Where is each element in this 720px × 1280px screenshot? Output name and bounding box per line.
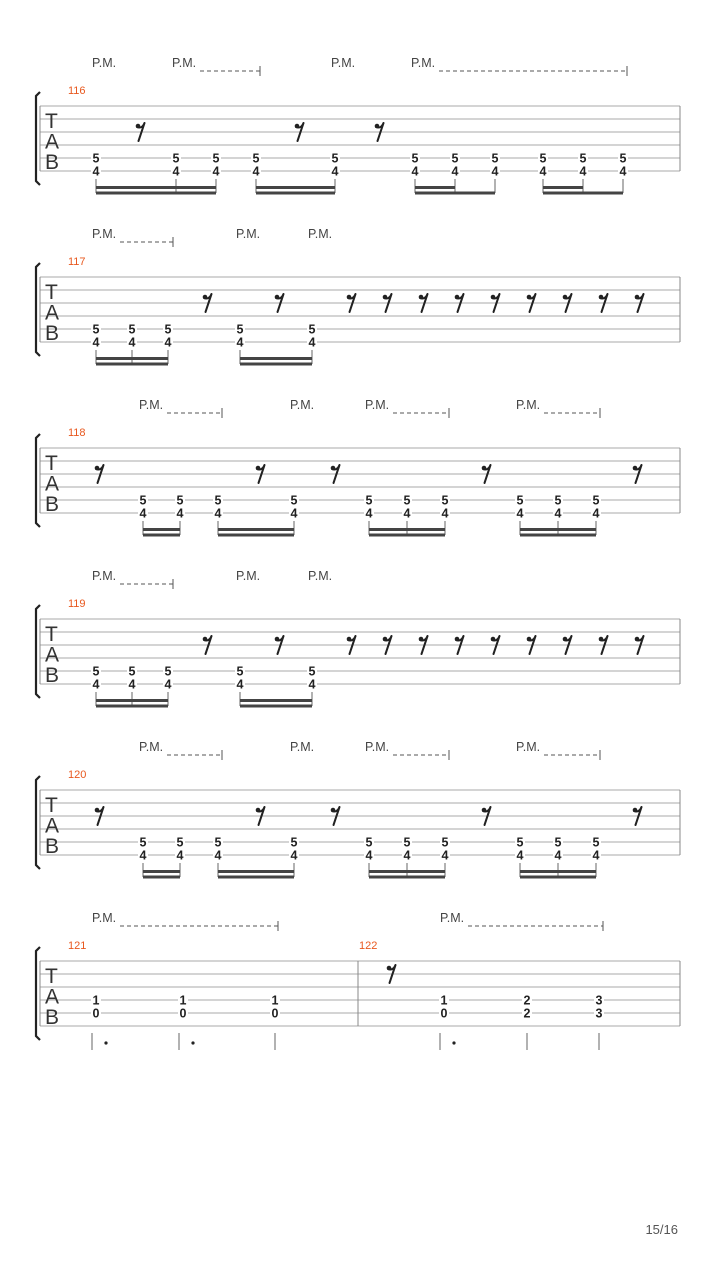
fret-number: 1 (440, 993, 448, 1008)
fret-number: 5 (579, 151, 587, 166)
beam-primary (369, 876, 445, 879)
rest-dot (599, 637, 604, 642)
fret-number: 5 (308, 322, 316, 337)
beam-secondary (96, 357, 168, 360)
fret-number: 4 (516, 506, 524, 521)
rest-dot (275, 295, 280, 300)
beam-secondary (96, 186, 216, 189)
rest-dot (136, 124, 141, 129)
fret-number: 4 (176, 848, 184, 863)
fret-number: 1 (92, 993, 100, 1008)
tab-clef-letter: A (45, 985, 60, 1009)
rest-dot (375, 124, 380, 129)
rest-dot (599, 295, 604, 300)
rest-dot (633, 466, 638, 471)
beam-primary (218, 534, 294, 537)
tab-clef-letter: B (45, 664, 60, 687)
beam-secondary (143, 870, 180, 873)
fret-number: 4 (139, 506, 147, 521)
fret-number: 4 (92, 677, 100, 692)
tab-clef-letter: B (45, 151, 60, 174)
duration-dot (104, 1041, 107, 1044)
rest-dot (347, 295, 352, 300)
tab-clef-letter: A (45, 130, 60, 154)
fret-number: 4 (139, 848, 147, 863)
fret-number: 4 (308, 677, 316, 692)
fret-number: 4 (592, 506, 600, 521)
fret-number: 5 (164, 664, 172, 679)
fret-number: 4 (164, 677, 172, 692)
palm-mute-label: P.M. (236, 227, 261, 241)
fret-number: 4 (212, 164, 220, 179)
fret-number: 4 (214, 506, 222, 521)
palm-mute-label: P.M. (92, 227, 117, 241)
fret-number: 4 (308, 335, 316, 350)
fret-number: 5 (331, 151, 339, 166)
beam-primary (143, 534, 180, 537)
tab-clef-letter: B (45, 1006, 60, 1029)
fret-number: 4 (365, 848, 373, 863)
fret-number: 5 (214, 493, 222, 508)
rest-dot (491, 295, 496, 300)
fret-number: 5 (308, 664, 316, 679)
beam-primary (240, 705, 312, 708)
fret-number: 3 (595, 1006, 603, 1021)
system-brace (36, 434, 40, 527)
fret-number: 0 (92, 1006, 100, 1021)
beam-secondary (369, 528, 445, 531)
palm-mute-label: P.M. (331, 56, 356, 70)
palm-mute-label: P.M. (172, 56, 197, 70)
palm-mute-label: P.M. (365, 740, 390, 754)
beam-secondary (218, 528, 294, 531)
beam-primary (143, 876, 180, 879)
rest-dot (331, 808, 336, 813)
beam-secondary (543, 186, 583, 189)
beam-primary (415, 192, 495, 195)
fret-number: 4 (92, 164, 100, 179)
fret-number: 4 (252, 164, 260, 179)
beam-secondary (415, 186, 455, 189)
system-brace (36, 92, 40, 185)
fret-number: 5 (491, 151, 499, 166)
tab-clef-letter: A (45, 472, 60, 496)
fret-number: 4 (236, 335, 244, 350)
beam-secondary (520, 528, 596, 531)
rest-dot (563, 295, 568, 300)
fret-number: 5 (236, 322, 244, 337)
tab-clef-letter: T (45, 965, 58, 988)
page-number: 15/16 (645, 1222, 678, 1237)
fret-number: 5 (290, 835, 298, 850)
measure-number: 119 (68, 598, 86, 610)
palm-mute-label: P.M. (308, 227, 333, 241)
tab-clef-letter: T (45, 794, 58, 817)
fret-number: 5 (139, 493, 147, 508)
fret-number: 4 (619, 164, 627, 179)
tab-clef-letter: A (45, 814, 60, 838)
fret-number: 5 (516, 835, 524, 850)
tab-clef-letter: B (45, 835, 60, 858)
fret-number: 5 (139, 835, 147, 850)
fret-number: 5 (411, 151, 419, 166)
fret-number: 4 (128, 677, 136, 692)
rest-dot (635, 295, 640, 300)
system-brace (36, 263, 40, 356)
beam-secondary (240, 699, 312, 702)
fret-number: 4 (331, 164, 339, 179)
fret-number: 0 (271, 1006, 279, 1021)
fret-number: 5 (290, 493, 298, 508)
beam-primary (520, 534, 596, 537)
measure-number: 122 (359, 940, 378, 952)
fret-number: 4 (516, 848, 524, 863)
palm-mute-label: P.M. (139, 398, 164, 412)
fret-number: 4 (214, 848, 222, 863)
fret-number: 5 (172, 151, 180, 166)
fret-number: 5 (128, 664, 136, 679)
fret-number: 5 (554, 493, 562, 508)
beam-secondary (96, 699, 168, 702)
rest-dot (256, 808, 261, 813)
fret-number: 5 (451, 151, 459, 166)
fret-number: 5 (441, 493, 449, 508)
rest-dot (203, 637, 208, 642)
fret-number: 5 (176, 835, 184, 850)
beam-secondary (256, 186, 335, 189)
rest-dot (563, 637, 568, 642)
duration-dot (191, 1041, 194, 1044)
rest-dot (383, 637, 388, 642)
fret-number: 5 (252, 151, 260, 166)
measure-number: 121 (68, 940, 87, 952)
fret-number: 5 (441, 835, 449, 850)
beam-primary (543, 192, 623, 195)
fret-number: 4 (290, 848, 298, 863)
rest-dot (203, 295, 208, 300)
fret-number: 5 (92, 322, 100, 337)
fret-number: 3 (595, 993, 603, 1008)
measure-number: 117 (68, 256, 86, 268)
fret-number: 4 (172, 164, 180, 179)
measure-number: 120 (68, 769, 87, 781)
fret-number: 5 (592, 493, 600, 508)
fret-number: 4 (92, 335, 100, 350)
fret-number: 4 (554, 848, 562, 863)
beam-primary (369, 534, 445, 537)
fret-number: 5 (403, 835, 411, 850)
palm-mute-label: P.M. (308, 569, 333, 583)
fret-number: 5 (176, 493, 184, 508)
rest-dot (635, 637, 640, 642)
fret-number: 4 (592, 848, 600, 863)
palm-mute-label: P.M. (92, 911, 117, 925)
palm-mute-label: P.M. (92, 569, 117, 583)
tab-clef-letter: T (45, 281, 58, 304)
rest-dot (527, 637, 532, 642)
beam-primary (96, 192, 216, 195)
fret-number: 0 (179, 1006, 187, 1021)
rest-dot (419, 637, 424, 642)
rest-dot (387, 966, 392, 971)
fret-number: 4 (491, 164, 499, 179)
beam-secondary (218, 870, 294, 873)
fret-number: 4 (176, 506, 184, 521)
beam-secondary (240, 357, 312, 360)
rest-dot (482, 808, 487, 813)
beam-secondary (520, 870, 596, 873)
beam-primary (218, 876, 294, 879)
fret-number: 4 (236, 677, 244, 692)
system-brace (36, 947, 40, 1040)
palm-mute-label: P.M. (516, 740, 541, 754)
fret-number: 4 (441, 848, 449, 863)
fret-number: 4 (451, 164, 459, 179)
palm-mute-label: P.M. (365, 398, 390, 412)
fret-number: 5 (214, 835, 222, 850)
fret-number: 4 (441, 506, 449, 521)
rest-dot (383, 295, 388, 300)
fret-number: 1 (271, 993, 279, 1008)
palm-mute-label: P.M. (516, 398, 541, 412)
palm-mute-label: P.M. (92, 56, 117, 70)
fret-number: 5 (164, 322, 172, 337)
rest-dot (95, 808, 100, 813)
fret-number: 5 (92, 664, 100, 679)
tab-clef-letter: B (45, 493, 60, 516)
rest-dot (491, 637, 496, 642)
beam-secondary (143, 528, 180, 531)
rest-dot (95, 466, 100, 471)
fret-number: 5 (403, 493, 411, 508)
fret-number: 4 (411, 164, 419, 179)
system-brace (36, 605, 40, 698)
beam-secondary (369, 870, 445, 873)
fret-number: 5 (592, 835, 600, 850)
fret-number: 4 (403, 848, 411, 863)
fret-number: 5 (619, 151, 627, 166)
palm-mute-label: P.M. (236, 569, 261, 583)
fret-number: 5 (539, 151, 547, 166)
rest-dot (455, 637, 460, 642)
fret-number: 4 (403, 506, 411, 521)
palm-mute-label: P.M. (139, 740, 164, 754)
rest-dot (527, 295, 532, 300)
measure-number: 116 (68, 85, 86, 97)
rest-dot (275, 637, 280, 642)
beam-primary (520, 876, 596, 879)
rest-dot (295, 124, 300, 129)
tab-clef-letter: A (45, 643, 60, 667)
fret-number: 5 (554, 835, 562, 850)
rest-dot (256, 466, 261, 471)
rest-dot (331, 466, 336, 471)
fret-number: 4 (554, 506, 562, 521)
fret-number: 4 (128, 335, 136, 350)
tab-clef-letter: A (45, 301, 60, 325)
palm-mute-label: P.M. (290, 740, 315, 754)
system-brace (36, 776, 40, 869)
duration-dot (452, 1041, 455, 1044)
palm-mute-label: P.M. (290, 398, 315, 412)
fret-number: 4 (579, 164, 587, 179)
fret-number: 5 (128, 322, 136, 337)
rest-dot (455, 295, 460, 300)
rest-dot (347, 637, 352, 642)
fret-number: 5 (236, 664, 244, 679)
tab-clef-letter: B (45, 322, 60, 345)
fret-number: 5 (212, 151, 220, 166)
fret-number: 5 (365, 493, 373, 508)
fret-number: 4 (539, 164, 547, 179)
tab-clef-letter: T (45, 110, 58, 133)
rest-dot (633, 808, 638, 813)
fret-number: 2 (523, 1006, 531, 1021)
fret-number: 5 (365, 835, 373, 850)
palm-mute-label: P.M. (411, 56, 436, 70)
fret-number: 2 (523, 993, 531, 1008)
fret-number: 5 (92, 151, 100, 166)
rest-dot (419, 295, 424, 300)
tab-clef-letter: T (45, 452, 58, 475)
palm-mute-label: P.M. (440, 911, 465, 925)
fret-number: 4 (290, 506, 298, 521)
fret-number: 4 (365, 506, 373, 521)
measure-number: 118 (68, 427, 86, 439)
beam-primary (96, 363, 168, 366)
fret-number: 1 (179, 993, 187, 1008)
fret-number: 4 (164, 335, 172, 350)
fret-number: 0 (440, 1006, 448, 1021)
beam-primary (96, 705, 168, 708)
rest-dot (482, 466, 487, 471)
beam-primary (256, 192, 335, 195)
beam-primary (240, 363, 312, 366)
tab-clef-letter: T (45, 623, 58, 646)
fret-number: 5 (516, 493, 524, 508)
